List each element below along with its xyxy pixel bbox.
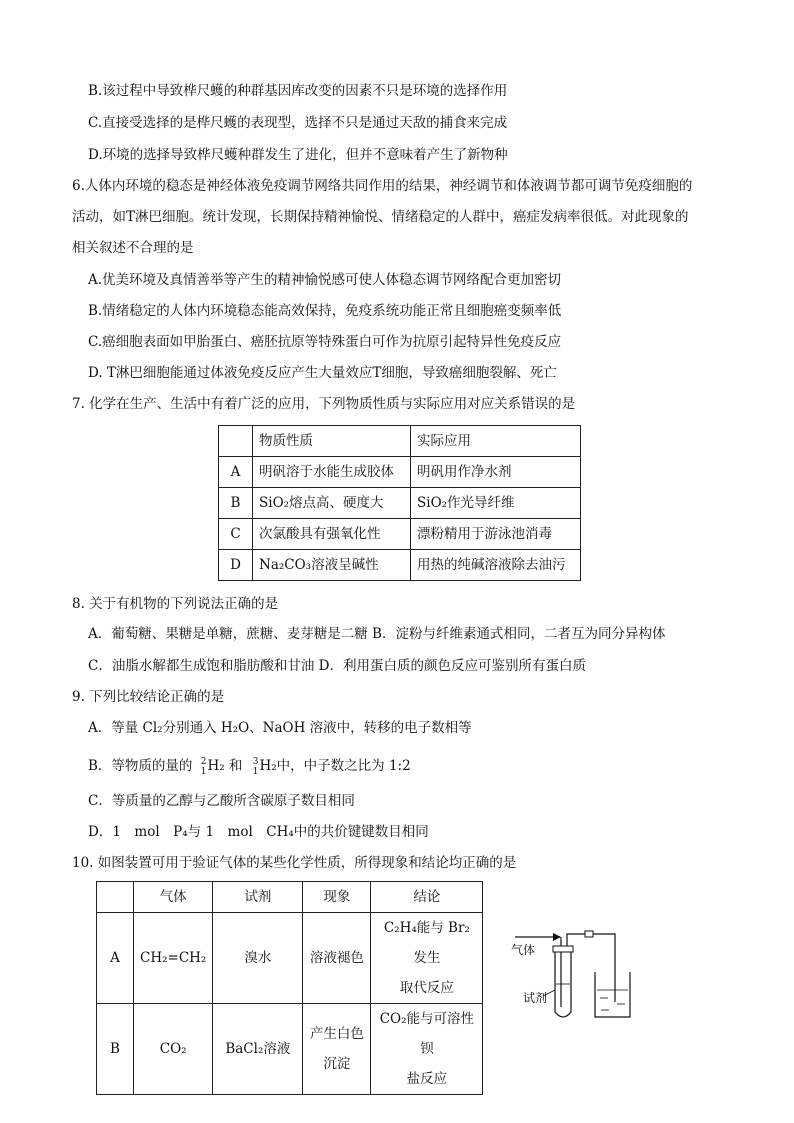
table-row [219,550,581,581]
table-row [219,457,581,488]
table-header-cell: 实际应用 [411,426,581,457]
table-header-cell [219,426,253,457]
q10-stem: 10. 如图装置可用于验证气体的某些化学性质，所得现象和结论均正确的是 [72,855,517,871]
cell-line: 盐反应 [406,1071,448,1087]
table-header-cell: 现象 [303,882,371,913]
table-cell: 次氯酸具有强氧化性 [253,519,411,550]
atomic-number: 1 [252,767,259,777]
table-header-cell: 试剂 [213,882,303,913]
table-cell [303,913,371,1004]
q9-option-b-suffix: 中，中子数之比为 1:2 [276,758,411,774]
cell-line: 产生白色 [309,1026,364,1042]
q6-option-a: A.优美环境及真情善举等产生的精神愉悦感可使人体稳态调节网络配合更加密切 [88,272,562,288]
cell-line: 沉淀 [323,1056,351,1072]
table-cell: 溴水 [213,913,303,1004]
table-cell [303,1004,371,1095]
table-cell: C [219,519,253,550]
table-cell: A [219,457,253,488]
table-cell: 用热的纯碱溶液除去油污 [411,550,581,581]
table-cell: CH₂=CH₂ [134,913,213,1004]
q6-option-b: B.情绪稳定的人体内环境稳态能高效保持，免疫系统功能正常且细胞癌变频率低 [88,303,562,319]
table-cell: SiO₂熔点高、硬度大 [253,488,411,519]
table-header-cell: 气体 [134,882,213,913]
q10-table [96,881,483,1095]
table-header-row [97,882,483,913]
cell-line: 取代反应 [399,980,454,996]
q9-option-b [88,756,411,777]
table-cell: B [97,1004,134,1095]
table-cell: 明矾用作净水剂 [411,457,581,488]
apparatus-drawing [505,912,635,1027]
isotope-notation [201,757,207,777]
apparatus-reagent-label: 试剂 [523,991,548,1005]
atomic-number: 1 [200,767,207,777]
q9-option-c: C．等质量的乙醇与乙酸所含碳原子数目相同 [88,793,355,809]
isotope-symbol: H₂ [207,758,225,774]
table-row [97,913,483,1004]
mass-number: 2 [200,757,207,767]
table-cell [371,913,483,1004]
table-cell: 漂粉精用于游泳池消毒 [411,519,581,550]
table-cell [371,1004,483,1095]
table-header-cell: 结论 [371,882,483,913]
table-cell: BaCl₂溶液 [213,1004,303,1095]
q5-option-c: C.直接受选择的是桦尺蠖的表现型，选择不只是通过天敌的捕食来完成 [88,115,508,131]
apparatus-diagram [505,912,635,1031]
isotope-symbol: H₂ [259,758,277,774]
q6-stem-line2: 活动，如T淋巴细胞。统计发现，长期保持精神愉悦、情绪稳定的人群中，癌症发病率很低。对此现象的 [72,209,689,225]
table-row [219,488,581,519]
apparatus-gas-label: 气体 [511,943,536,957]
table-cell: SiO₂作光导纤维 [411,488,581,519]
q5-option-b: B.该过程中导致桦尺蠖的种群基因库改变的因素不只是环境的选择作用 [88,83,508,99]
table-header-row [219,426,581,457]
isotope-notation [253,757,259,777]
table-cell: A [97,913,134,1004]
cell-line: CO₂能与可溶性钡 [379,1011,474,1057]
mass-number: 3 [252,757,259,767]
q9-option-a: A．等量 Cl₂分别通入 H₂O、NaOH 溶液中，转移的电子数相等 [88,720,472,736]
q5-option-d: D.环境的选择导致桦尺蠖种群发生了进化，但并不意味着产生了新物种 [88,147,508,163]
q8-options-cd: C．油脂水解都生成饱和脂肪酸和甘油 D．利用蛋白质的颜色反应可鉴别所有蛋白质 [88,658,586,674]
cell-line: 溶液褪色 [309,950,364,966]
table-header-cell: 物质性质 [253,426,411,457]
cell-line: C₂H₄能与 Br₂发生 [383,920,470,966]
q6-stem-line1: 6.人体内环境的稳态是神经体液免疫调节网络共同作用的结果，神经调节和体液调节都可调节免疫细胞的 [72,178,693,194]
q6-option-c: C.癌细胞表面如甲胎蛋白、癌胚抗原等特殊蛋白可作为抗原引起特异性免疫反应 [88,334,562,350]
table-cell: B [219,488,253,519]
table-cell: CO₂ [134,1004,213,1095]
q7-table [218,425,581,581]
table-row [219,519,581,550]
q6-stem-line3: 相关叙述不合理的是 [72,240,194,256]
q9-option-d: D．1 mol P₄与 1 mol CH₄中的共价键键数目相同 [88,824,429,840]
q7-stem: 7. 化学在生产、生活中有着广泛的应用，下列物质性质与实际应用对应关系错误的是 [72,396,576,412]
q8-stem: 8. 关于有机物的下列说法正确的是 [72,596,279,612]
q9-option-b-and: 和 [228,758,243,774]
q6-option-d: D. T淋巴细胞能通过体液免疫反应产生大量效应T细胞，导致癌细胞裂解、死亡 [88,365,557,381]
table-cell: Na₂CO₃溶液呈碱性 [253,550,411,581]
q8-options-ab: A．葡萄糖、果糖是单糖，蔗糖、麦芽糖是二糖 B．淀粉与纤维素通式相同，二者互为同分异构体 [88,626,666,642]
table-row [97,1004,483,1095]
table-cell: 明矾溶于水能生成胶体 [253,457,411,488]
q9-stem: 9. 下列比较结论正确的是 [72,689,225,705]
table-header-cell [97,882,134,913]
q9-option-b-prefix: B．等物质的量的 [88,758,193,774]
table-cell: D [219,550,253,581]
